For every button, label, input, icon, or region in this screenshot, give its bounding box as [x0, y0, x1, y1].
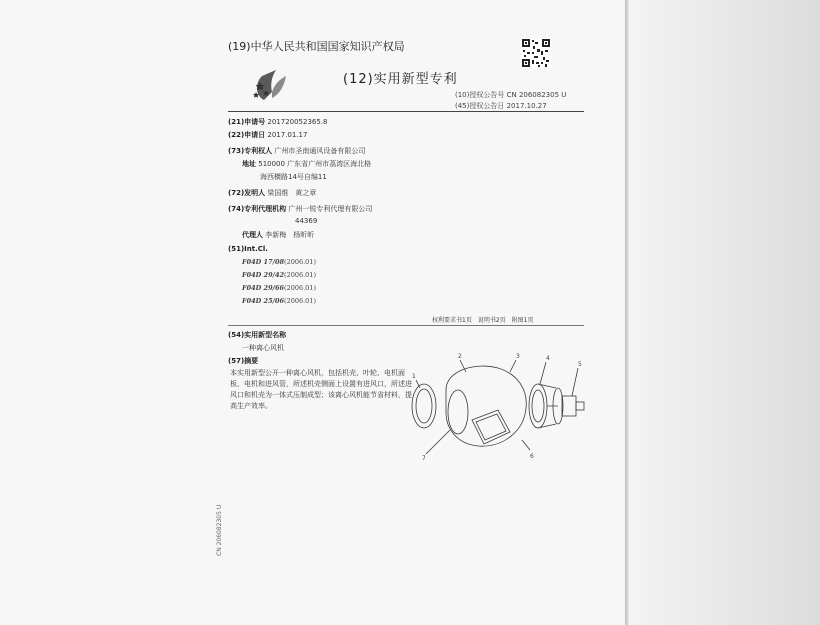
- ipc-class-3: F04D 29/66(2006.01): [242, 284, 316, 292]
- patentee: (73)专利权人 广州市圣南通风设备有限公司: [228, 147, 366, 155]
- ipc-label: (51)Int.Cl.: [228, 245, 268, 253]
- patent-page: [210, 28, 620, 625]
- figure-label-7: 7: [422, 455, 426, 462]
- page-edge: [625, 0, 629, 625]
- inventors: (72)发明人 梁国维 黄之章: [228, 189, 317, 197]
- figure-label-3: 3: [516, 353, 520, 360]
- address-line-1: 地址 510000 广东省广州市荔湾区海北格: [242, 160, 372, 168]
- figure-label-6: 6: [530, 453, 534, 460]
- patent-agency: (74)专利代理机构 广州一锐专利代理有限公司: [228, 205, 373, 213]
- page-count-note: 权利要求书1页 说明书2页 附图1页: [432, 317, 534, 324]
- ipc-class-4: F04D 25/06(2006.01): [242, 297, 316, 305]
- header-rule: [228, 111, 584, 112]
- side-publication-number: CN 206082305 U: [216, 504, 223, 556]
- ipc-class-1: F04D 17/08(2006.01): [242, 258, 316, 266]
- figure-label-2: 2: [458, 353, 462, 360]
- filing-date: (22)申请日 2017.01.17: [228, 131, 308, 139]
- agency-code: 44369: [295, 217, 318, 225]
- ipc-class-2: F04D 29/42(2006.01): [242, 271, 316, 279]
- issuing-authority: (19)中华人民共和国国家知识产权局: [228, 40, 405, 53]
- abstract-label: (57)摘要: [228, 357, 259, 365]
- background-shadow: [625, 0, 820, 625]
- figure-label-4: 4: [546, 355, 550, 362]
- abstract-text: 本实用新型公开一种离心风机，包括机壳、叶轮、电机面板、电机和进风管，所述机壳侧面上设置有进风口，所述进风口和机壳为一体式压制成型；该离心风机能节省材料，提高生产效率。: [230, 369, 412, 410]
- cnipa-emblem: [250, 64, 292, 106]
- utility-model-title-label: (54)实用新型名称: [228, 331, 287, 339]
- publication-number: (10)授权公告号 CN 206082305 U: [455, 91, 567, 99]
- figure-label-1: 1: [412, 373, 416, 380]
- biblio-rule: [228, 325, 584, 326]
- publication-date: (45)授权公告日 2017.10.27: [455, 102, 547, 110]
- utility-model-title: 一种离心风机: [242, 344, 284, 352]
- application-number: (21)申请号 201720052365.8: [228, 118, 328, 126]
- centrifugal-fan-figure: [406, 350, 588, 462]
- document-type: (12)实用新型专利: [343, 72, 458, 87]
- address-line-2: 海西横路14号自编11: [260, 173, 327, 181]
- agents: 代理人 李新梅 杨昕昕: [242, 231, 315, 239]
- figure-label-5: 5: [578, 361, 582, 368]
- qr-code: [521, 38, 551, 68]
